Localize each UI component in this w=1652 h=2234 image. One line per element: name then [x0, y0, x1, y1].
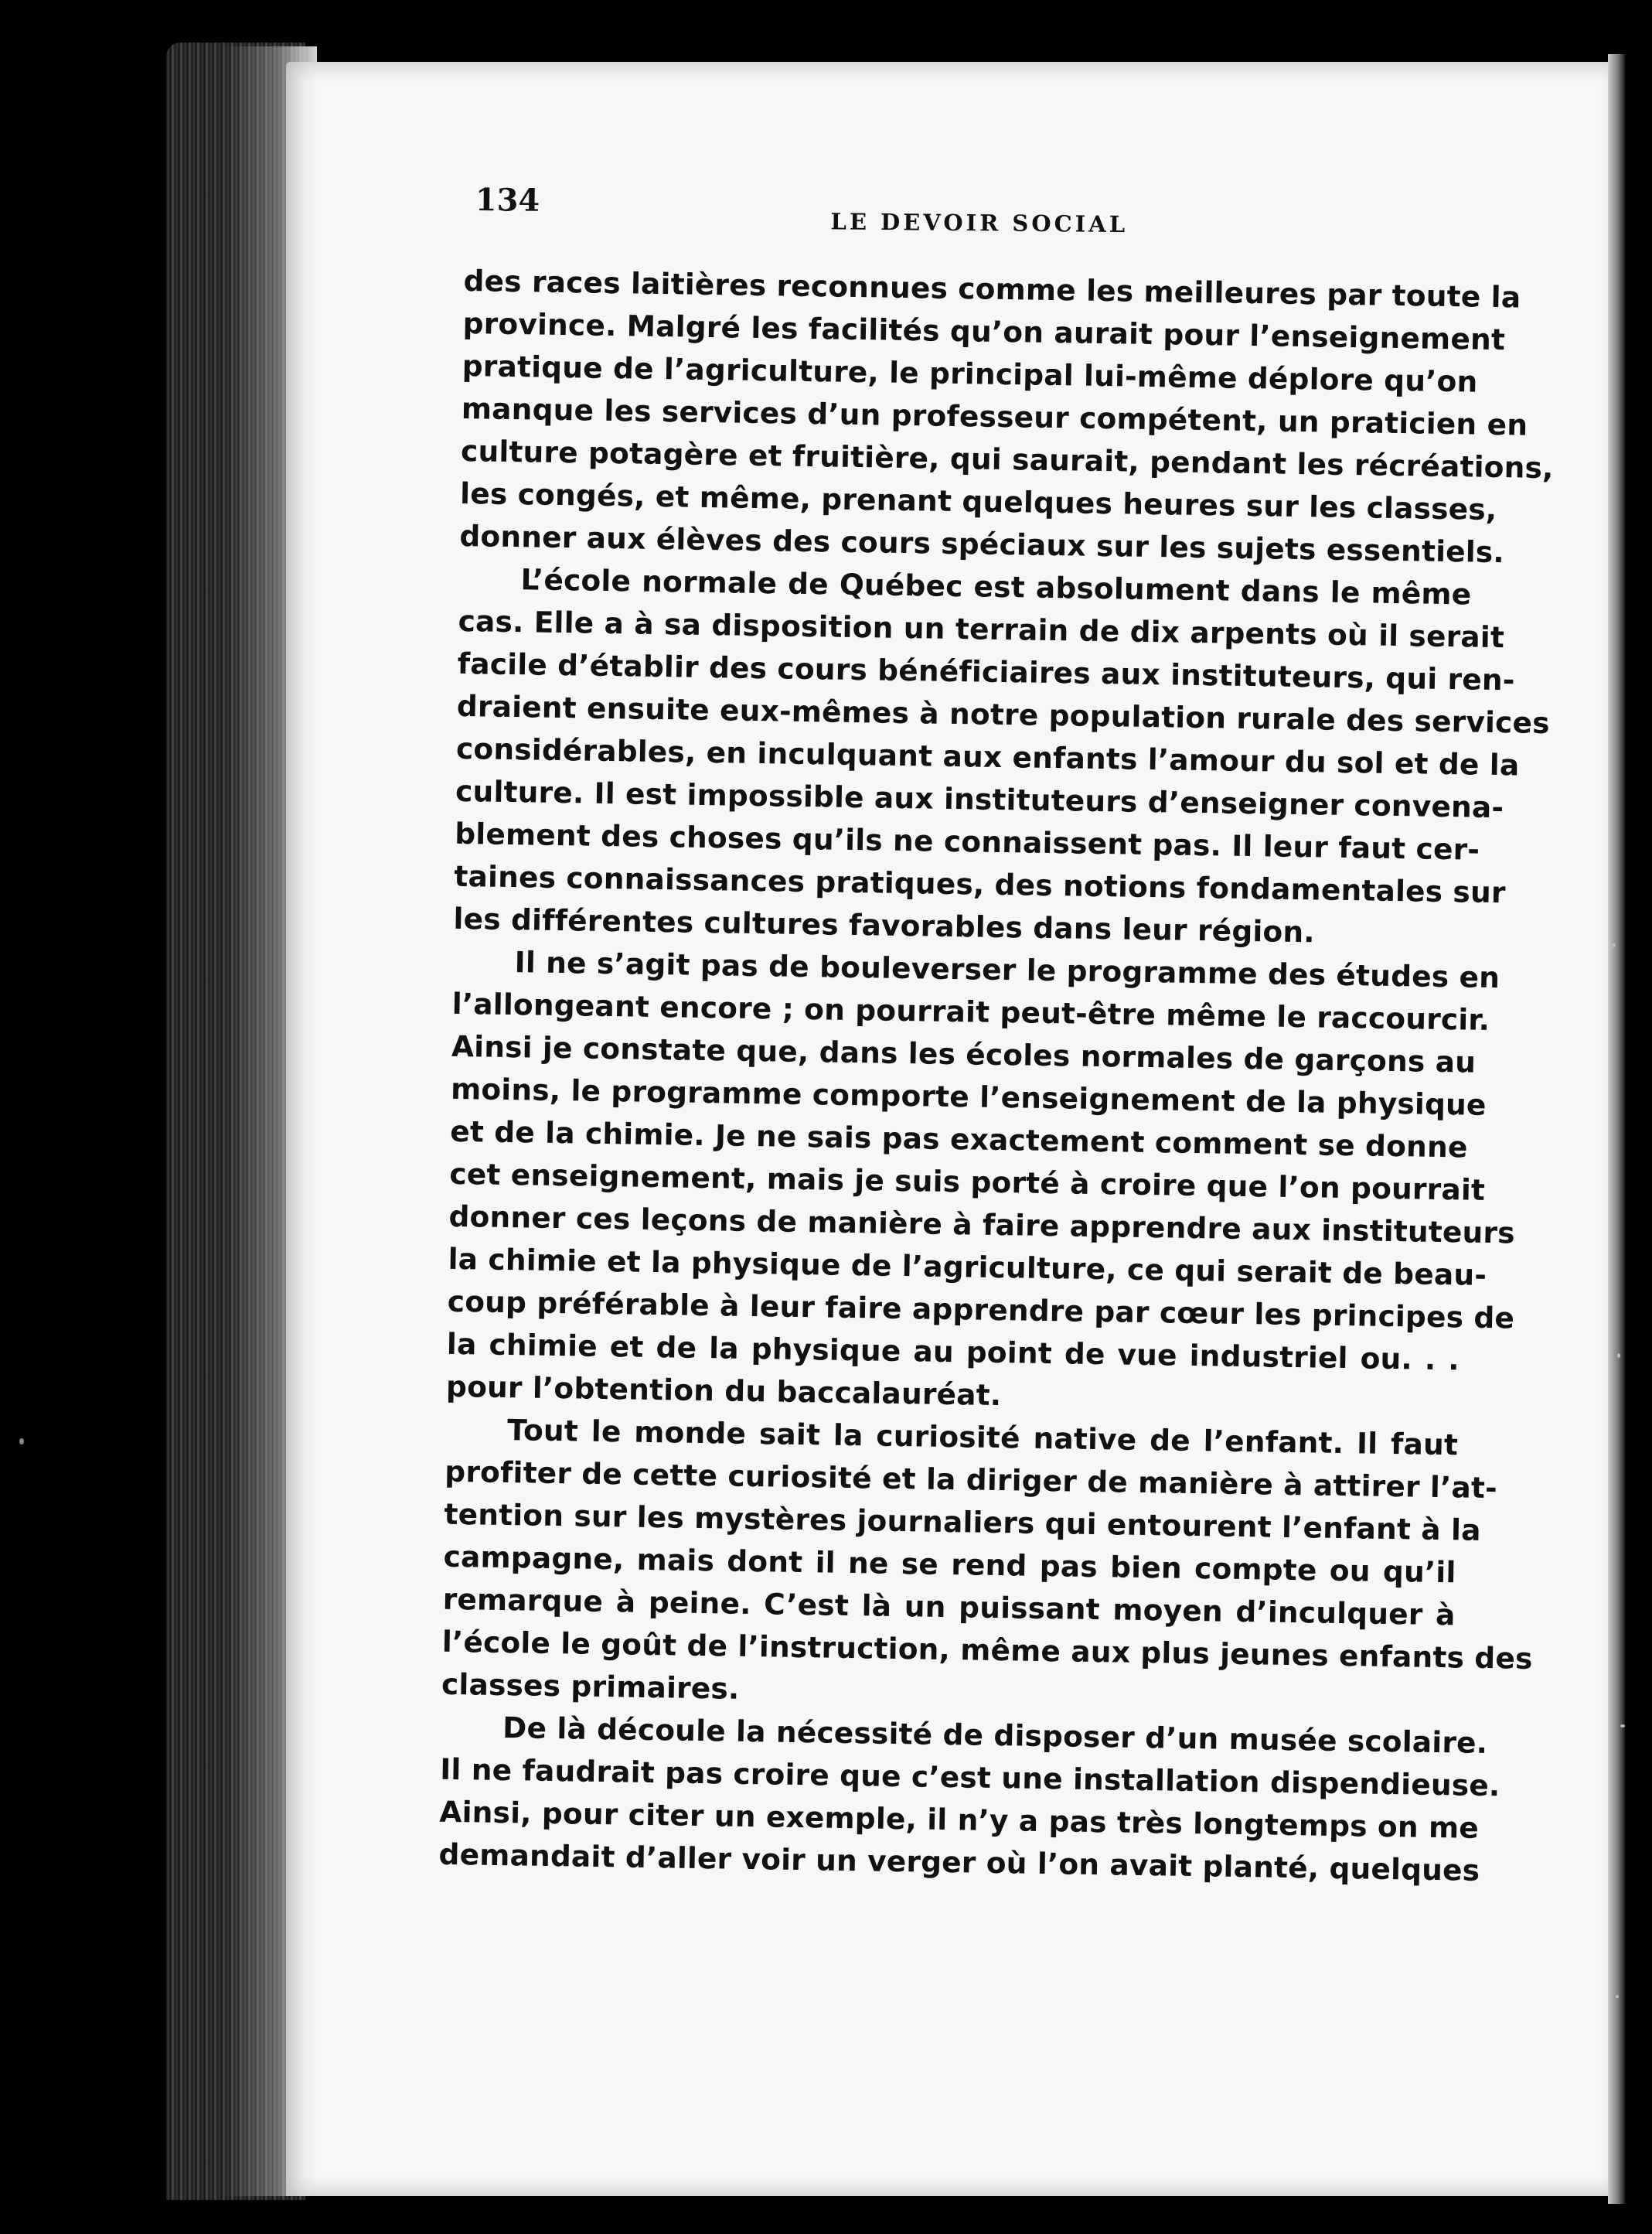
text-line: manque les services d’un professeur compétent, un praticien en [461, 391, 1528, 442]
text-line: culture potagère et fruitière, qui saurait, pendant les récréations, [460, 433, 1554, 486]
body-text [438, 260, 1554, 1891]
text-line: classes primaires. [441, 1666, 740, 1706]
text-line: l’allongeant encore ; on pourrait peut-être même le raccourcir. [451, 986, 1490, 1037]
text-line: draient ensuite eux-mêmes à notre population rurale des services [456, 688, 1551, 741]
text-line: considérables, en inculquant aux enfants l’amour du sol et de la [455, 731, 1520, 783]
text-line: remarque à peine. C’est là un puissant moyen d’inculquer à [442, 1581, 1456, 1632]
text-line: demandait d’aller voir un verger où l’on avait planté, quelques [438, 1837, 1480, 1888]
text-line: blement des choses qu’ils ne connaissent pas. Il leur faut cer- [454, 816, 1480, 867]
text-line: L’école normale de Québec est absolument dans le même [520, 562, 1472, 612]
text-line: Il ne faudrait pas croire que c’est une installation dispendieuse. [439, 1751, 1500, 1803]
text-line: la chimie et de la physique au point de vue industriel ou. . . [446, 1326, 1460, 1377]
text-line: facile d’établir des cours bénéficiaires aux instituteurs, qui ren- [457, 646, 1515, 697]
text-line: campagne, mais dont il ne se rend pas bien compte ou qu’il [443, 1539, 1456, 1590]
scan-dust-speck [19, 1438, 24, 1444]
text-line: province. Malgré les facilités qu’on aurait pour l’enseignement [462, 305, 1506, 357]
text-line: Ainsi je constate que, dans les écoles normales de garçons au [451, 1028, 1477, 1079]
text-line: Ainsi, pour citer un exemple, il n’y a pas très longtemps on me [439, 1794, 1480, 1845]
running-head-title: LE DEVOIR SOCIAL [830, 208, 1129, 238]
text-line: Tout le monde sait la curiosité native de l’enfant. Il faut [506, 1413, 1459, 1462]
text-line: moins, le programme comporte l’enseignement de la physique [450, 1071, 1487, 1122]
text-line: les différentes cultures favorables dans leur région. [453, 901, 1316, 950]
paragraph [441, 1408, 1533, 1722]
paragraph [438, 1706, 1500, 1892]
text-line: la chimie et la physique de l’agriculture, ce qui serait de beau- [448, 1241, 1487, 1292]
text-line: cet enseignement, mais je suis porté à croire que l’on pourrait [449, 1156, 1486, 1207]
paragraph [453, 558, 1551, 957]
scan-dust-speck [1612, 943, 1616, 947]
paragraph [459, 260, 1554, 574]
text-line: pratique de l’agriculture, le principal lui-même déplore qu’on [462, 348, 1478, 399]
text-line: et de la chimie. Je ne sais pas exactement comment se donne [449, 1114, 1468, 1165]
text-line: donner ces leçons de manière à faire apprendre aux instituteurs [448, 1199, 1516, 1250]
scan-dust-speck [1616, 1995, 1619, 1998]
text-line: donner aux élèves des cours spéciaux sur les sujets essentiels. [459, 518, 1505, 570]
text-line: cas. Elle a à sa disposition un terrain de dix arpents où il serait [458, 603, 1505, 655]
text-line: tention sur les mystères journaliers qui entourent l’enfant à la [444, 1496, 1482, 1547]
scan-dust-speck [1620, 1724, 1625, 1728]
text-line: des races laitières reconnues comme les meilleures par toute la [463, 263, 1521, 315]
page-number: 134 [475, 182, 540, 219]
text-line: taines connaissances pratiques, des notions fondamentales sur [454, 858, 1506, 910]
text-line: De là découle la nécessité de disposer d’un musée scolaire. [502, 1710, 1488, 1761]
text-line: pour l’obtention du baccalauréat. [445, 1369, 1002, 1413]
text-line: Il ne s’agit pas de bouleverser le programme des études en [514, 945, 1500, 995]
text-line: culture. Il est impossible aux instituteurs d’enseigner convena- [455, 773, 1504, 825]
text-line: les congés, et même, prenant quelques heures sur les classes, [459, 476, 1497, 527]
text-line: profiter de cette curiosité et la diriger de manière à attirer l’at- [445, 1454, 1498, 1506]
running-head [475, 182, 1465, 245]
scan-dust-speck [1617, 1353, 1620, 1358]
text-line: l’école le goût de l’instruction, même aux plus jeunes enfants des [441, 1624, 1533, 1676]
right-page-edge [1608, 54, 1625, 2204]
paragraph [445, 940, 1516, 1424]
text-line: coup préférable à leur faire apprendre par cœur les principes de [447, 1284, 1515, 1335]
